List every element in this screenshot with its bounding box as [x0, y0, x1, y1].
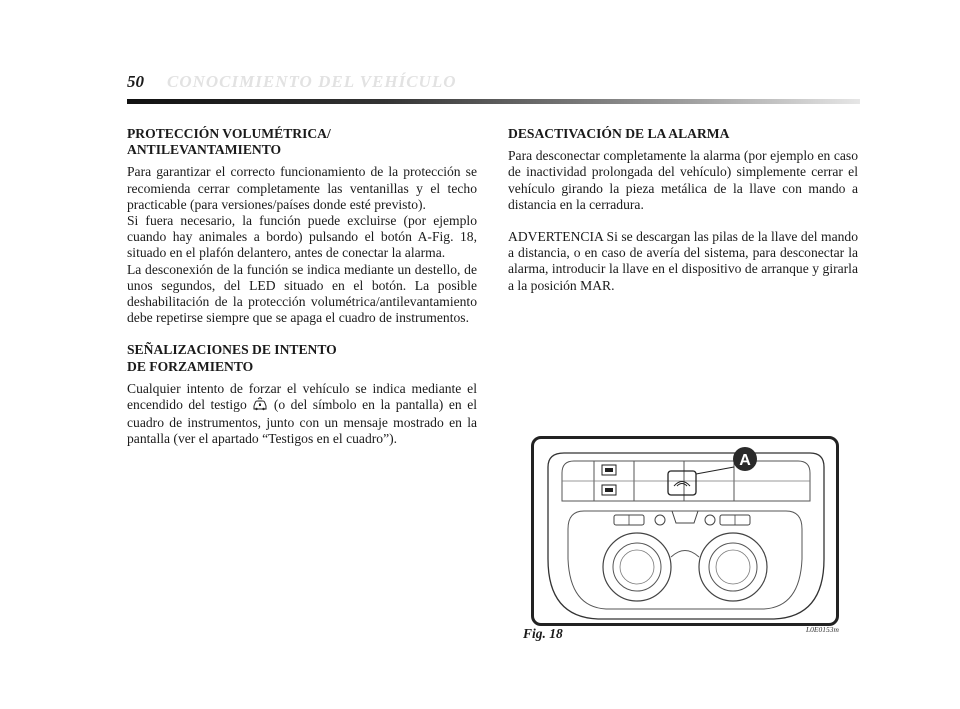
heading-line: DE FORZAMIENTO [127, 358, 254, 374]
roof-console-drawing [534, 439, 836, 623]
section-heading-deactivation: DESACTIVACIÓN DE LA ALARMA [508, 126, 730, 141]
figure-code: L0E0153m [806, 625, 839, 634]
paragraph [127, 381, 477, 448]
figure-caption: Fig. 18 [523, 626, 563, 641]
section-heading-volumetric [127, 126, 477, 158]
paragraph-text: (o del símbolo en la pantalla) en el cuadro de instrumentos, junto con un mensaje mostrado en la pantalla (ver el apartado “Testigos en el cuadro”). [127, 397, 477, 447]
figure-18-illustration [531, 436, 839, 626]
left-column [127, 126, 477, 448]
paragraph: Si fuera necesario, la función puede excluirse (por ejemplo cuando hay animales a bordo) pulsando el botón A-Fig. 18, situado en el plafón delantero, antes de conectar la alarma. [127, 213, 477, 261]
paragraph: Para desconectar completamente la alarma (por ejemplo en caso de inactividad prolongada del vehículo) simplemente cerrar el vehículo girando la pieza metálica de la llave con mando a distancia en la cerradura. [508, 148, 858, 212]
heading-line: SEÑALIZACIONES DE INTENTO [127, 342, 337, 358]
page-number: 50 [127, 72, 144, 91]
callout-label: A [739, 452, 751, 469]
paragraph-text: Cualquier intento de forzar el vehículo se indica mediante el encendido del testigo [127, 380, 477, 413]
heading-line: ANTILEVANTAMIENTO [127, 142, 282, 158]
chapter-title: CONOCIMIENTO DEL VEHÍCULO [167, 72, 457, 91]
heading-line: PROTECCIÓN VOLUMÉTRICA/ [127, 126, 331, 141]
header-rule [127, 99, 860, 104]
page-header [127, 70, 862, 110]
paragraph: Para garantizar el correcto funcionamiento de la protección se recomienda cerrar completamente las ventanillas y el techo practicable (para versiones/países donde esté previsto). [127, 164, 477, 212]
car-alarm-icon [252, 397, 268, 415]
section-heading-forcing [127, 342, 477, 374]
paragraph: La desconexión de la función se indica mediante un destello, de unos segundos, del LED situado en el botón. La posible deshabilitación de la protección volumétrica/antilevantamiento debe repetirse siempre que se apaga el cuadro de instrumentos. [127, 261, 477, 326]
paragraph: ADVERTENCIA Si se descargan las pilas de la llave del mando a distancia, o en caso de avería del sistema, para desconectar la alarma, introducir la llave en el dispositivo de arranque y girarla a la posición MAR. [508, 229, 858, 293]
right-column [508, 126, 858, 294]
